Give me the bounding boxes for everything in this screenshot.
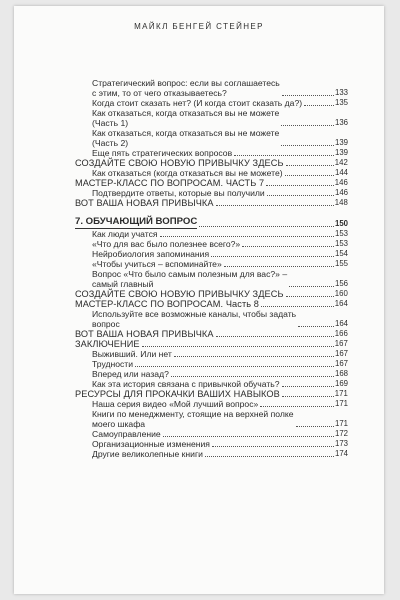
page-number: 164 [334, 298, 348, 308]
page-number: 142 [334, 158, 348, 167]
toc-entry: Стратегический вопрос: если вы соглашаетесь с этим, то от чего отказываетесь? 133 [92, 78, 348, 98]
toc-section: СОЗДАЙТЕ СВОЮ НОВУЮ ПРИВЫЧКУ ЗДЕСЬ 160 [75, 288, 348, 299]
toc-entry: Как люди учатся 153 [92, 228, 348, 239]
page-number: 146 [334, 178, 348, 187]
page-number: 153 [334, 228, 348, 238]
toc-entry: Организационные изменения 173 [92, 438, 348, 449]
page-number: 169 [334, 378, 348, 388]
toc-entry: Как отказаться, когда отказаться вы не можете (Часть 2) 139 [92, 128, 348, 148]
page-number: 150 [334, 218, 348, 228]
page-number: 173 [334, 438, 348, 448]
table-of-contents [70, 78, 348, 459]
toc-section: МАСТЕР-КЛАСС ПО ВОПРОСАМ. Часть 8 164 [75, 298, 348, 309]
toc-section: РЕСУРСЫ ДЛЯ ПРОКАЧКИ ВАШИХ НАВЫКОВ 171 [75, 388, 348, 399]
page-number: 167 [334, 348, 348, 358]
toc-entry: Другие великолепные книги 174 [92, 448, 348, 459]
toc-section: ВОТ ВАША НОВАЯ ПРИВЫЧКА 148 [75, 198, 348, 208]
page-number: 171 [334, 388, 348, 398]
toc-entry: Наша серия видео «Мой лучший вопрос» 171 [92, 398, 348, 409]
toc-entry: Как отказаться, когда отказаться вы не можете (Часть 1) 136 [92, 108, 348, 128]
toc-section: ВОТ ВАША НОВАЯ ПРИВЫЧКА 166 [75, 328, 348, 339]
page-number: 156 [334, 278, 348, 288]
toc-entry: Самоуправление 172 [92, 428, 348, 439]
toc-entry: Трудности 167 [92, 358, 348, 369]
toc-section: МАСТЕР-КЛАСС ПО ВОПРОСАМ. ЧАСТЬ 7 146 [75, 178, 348, 188]
page-number: 171 [334, 398, 348, 408]
page-number: 174 [334, 448, 348, 458]
page-number: 166 [334, 328, 348, 338]
page-number: 153 [334, 238, 348, 248]
page-number: 167 [334, 338, 348, 348]
page-number: 133 [334, 88, 348, 97]
toc-entry: Вопрос «Что было самым полезным для вас?» – самый главный 156 [92, 268, 348, 289]
page-number: 144 [334, 168, 348, 177]
page-number: 148 [334, 198, 348, 207]
page-number: 139 [334, 138, 348, 147]
toc-section: ЗАКЛЮЧЕНИЕ 167 [75, 338, 348, 349]
toc-section: СОЗДАЙТЕ СВОЮ НОВУЮ ПРИВЫЧКУ ЗДЕСЬ 142 [75, 158, 348, 168]
page-number: 171 [334, 418, 348, 428]
toc-entry: «Что для вас было полезнее всего?» 153 [92, 238, 348, 249]
page-number: 136 [334, 118, 348, 127]
page-number: 155 [334, 258, 348, 268]
toc-entry: Еще пять стратегических вопросов 139 [92, 148, 348, 158]
toc-chapter: 7. ОБУЧАЮЩИЙ ВОПРОС 150 [75, 216, 348, 228]
page-number: 160 [334, 288, 348, 298]
toc-entry: Как эта история связана с привычкой обучать? 169 [92, 378, 348, 389]
toc-entry: «Чтобы учиться – вспоминайте» 155 [92, 258, 348, 269]
toc-entry: Подтвердите ответы, которые вы получили 146 [92, 188, 348, 198]
toc-entry: Выживший. Или нет 167 [92, 348, 348, 359]
toc-entry: Книги по менеджменту, стоящие на верхней полке моего шкафа 171 [92, 408, 348, 429]
page-number: 172 [334, 428, 348, 438]
page-number: 167 [334, 358, 348, 368]
running-head: МАЙКЛ БЕНГЕЙ СТЕЙНЕР [134, 22, 264, 31]
toc-entry: Нейробиология запоминания 154 [92, 248, 348, 259]
toc-entry: Вперед или назад? 168 [92, 368, 348, 379]
page-number: 135 [334, 98, 348, 107]
page-number: 146 [334, 188, 348, 197]
page-number: 154 [334, 248, 348, 258]
toc-entry: Когда стоит сказать нет? (И когда стоит сказать да?) 135 [92, 98, 348, 108]
toc-entry: Используйте все возможные каналы, чтобы задать вопрос 164 [92, 308, 348, 329]
book-page [14, 6, 384, 594]
toc-entry: Как отказаться (когда отказаться вы не можете) 144 [92, 168, 348, 178]
page-number: 168 [334, 368, 348, 378]
page-number: 164 [334, 318, 348, 328]
page-number: 139 [334, 148, 348, 157]
